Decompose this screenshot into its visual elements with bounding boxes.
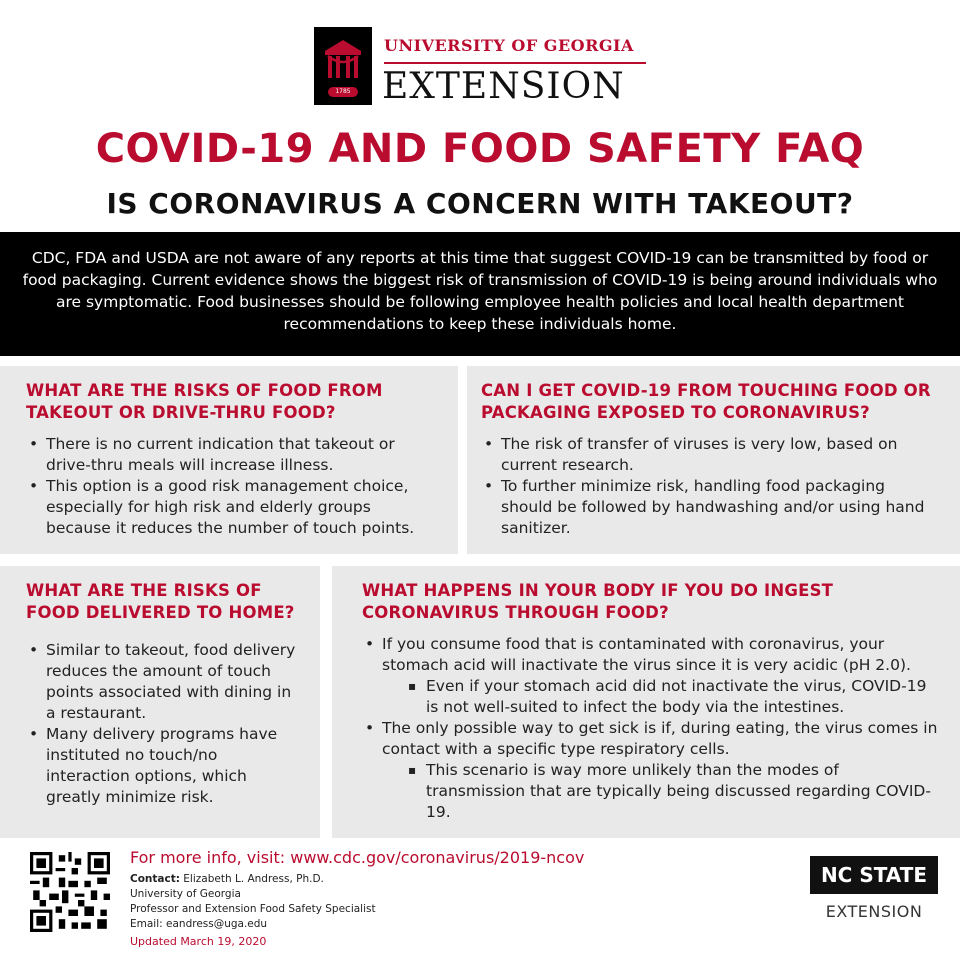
partner-unit: EXTENSION	[825, 902, 923, 921]
page-subtitle: IS CORONAVIRUS A CONCERN WITH TAKEOUT?	[106, 187, 854, 220]
arch-icon	[323, 37, 363, 79]
bullet-list	[362, 718, 938, 760]
list-item: • Many delivery programs have instituted no touch/no interaction options, which greatly minimize risk.	[26, 724, 298, 808]
sub-list-item: ▪ Even if your stomach acid did not inactivate the virus, COVID-19 is not well-suited to infect the body via the intestines.	[406, 676, 938, 718]
panel-heading: WHAT ARE THE RISKS OF FOOD DELIVERED TO HOME?	[26, 581, 295, 622]
faq-panel-takeout	[0, 366, 458, 554]
email-label: Email:	[130, 918, 163, 930]
contact-name: Elizabeth L. Andress, Ph.D.	[183, 873, 324, 885]
contact-position: Professor and Extension Food Safety Specialist	[130, 903, 376, 915]
logo-year: 1785	[328, 87, 358, 97]
sub-list-item: ▪ This scenario is way more unlikely than the modes of transmission that are typically being discussed regarding COVID-19.	[406, 760, 938, 823]
footer	[0, 838, 960, 956]
faq-panel-packaging	[467, 366, 960, 554]
list-item: • There is no current indication that takeout or drive-thru meals will increase illness.	[26, 434, 436, 476]
uga-logo	[314, 27, 372, 105]
list-item: • The only possible way to get sick is if, during eating, the virus comes in contact with a specific type respiratory cells.	[362, 718, 938, 760]
contact-university: University of Georgia	[130, 888, 241, 900]
panel-heading: WHAT HAPPENS IN YOUR BODY IF YOU DO INGEST CORONAVIRUS THROUGH FOOD?	[362, 581, 834, 622]
header	[0, 0, 960, 120]
updated-date: Updated March 19, 2020	[130, 935, 267, 948]
contact-label: Contact:	[130, 873, 180, 885]
page-title: COVID-19 AND FOOD SAFETY FAQ	[95, 126, 865, 172]
more-info-link[interactable]: For more info, visit: www.cdc.gov/coronavirus/2019-ncov	[130, 848, 585, 867]
header-rule	[384, 62, 646, 64]
bullet-list	[26, 640, 298, 808]
email-link[interactable]: eandress@uga.edu	[166, 918, 268, 930]
list-item: • If you consume food that is contaminated with coronavirus, your stomach acid will inactivate the virus since it is very acidic (pH 2.0).	[362, 634, 938, 676]
faq-panel-delivery	[0, 566, 320, 838]
qr-code-icon[interactable]	[30, 852, 110, 932]
partner-logo: NC STATE	[810, 856, 938, 894]
list-item: • This option is a good risk management choice, especially for high risk and elderly groups because it reduces the number of touch points.	[26, 476, 436, 539]
bullet-list	[26, 434, 436, 539]
list-item: • Similar to takeout, food delivery reduces the amount of touch points associated with dining in a restaurant.	[26, 640, 298, 724]
panel-heading: CAN I GET COVID-19 FROM TOUCHING FOOD OR PACKAGING EXPOSED TO CORONAVIRUS?	[481, 381, 931, 422]
org-unit: EXTENSION	[382, 66, 625, 107]
org-name: UNIVERSITY OF GEORGIA	[384, 36, 634, 55]
panel-heading: WHAT ARE THE RISKS OF FOOD FROM TAKEOUT OR DRIVE-THRU FOOD?	[26, 381, 383, 422]
contact-block	[130, 872, 376, 932]
bullet-list	[481, 434, 938, 539]
list-item: • To further minimize risk, handling food packaging should be followed by handwashing and/or using hand sanitizer.	[481, 476, 938, 539]
list-item: • The risk of transfer of viruses is very low, based on current research.	[481, 434, 938, 476]
bullet-list	[362, 634, 938, 676]
sub-bullet-list	[406, 760, 938, 823]
sub-bullet-list	[406, 676, 938, 718]
faq-panel-ingest	[332, 566, 960, 838]
intro-banner: CDC, FDA and USDA are not aware of any reports at this time that suggest COVID-19 can be transmitted by food or food packaging. Current evidence shows the biggest risk of transmission of COVID-19 is being around individuals who are symptomatic. Food businesses should be following employee health policies and local health department recommendations to keep these individuals home.	[0, 232, 960, 356]
